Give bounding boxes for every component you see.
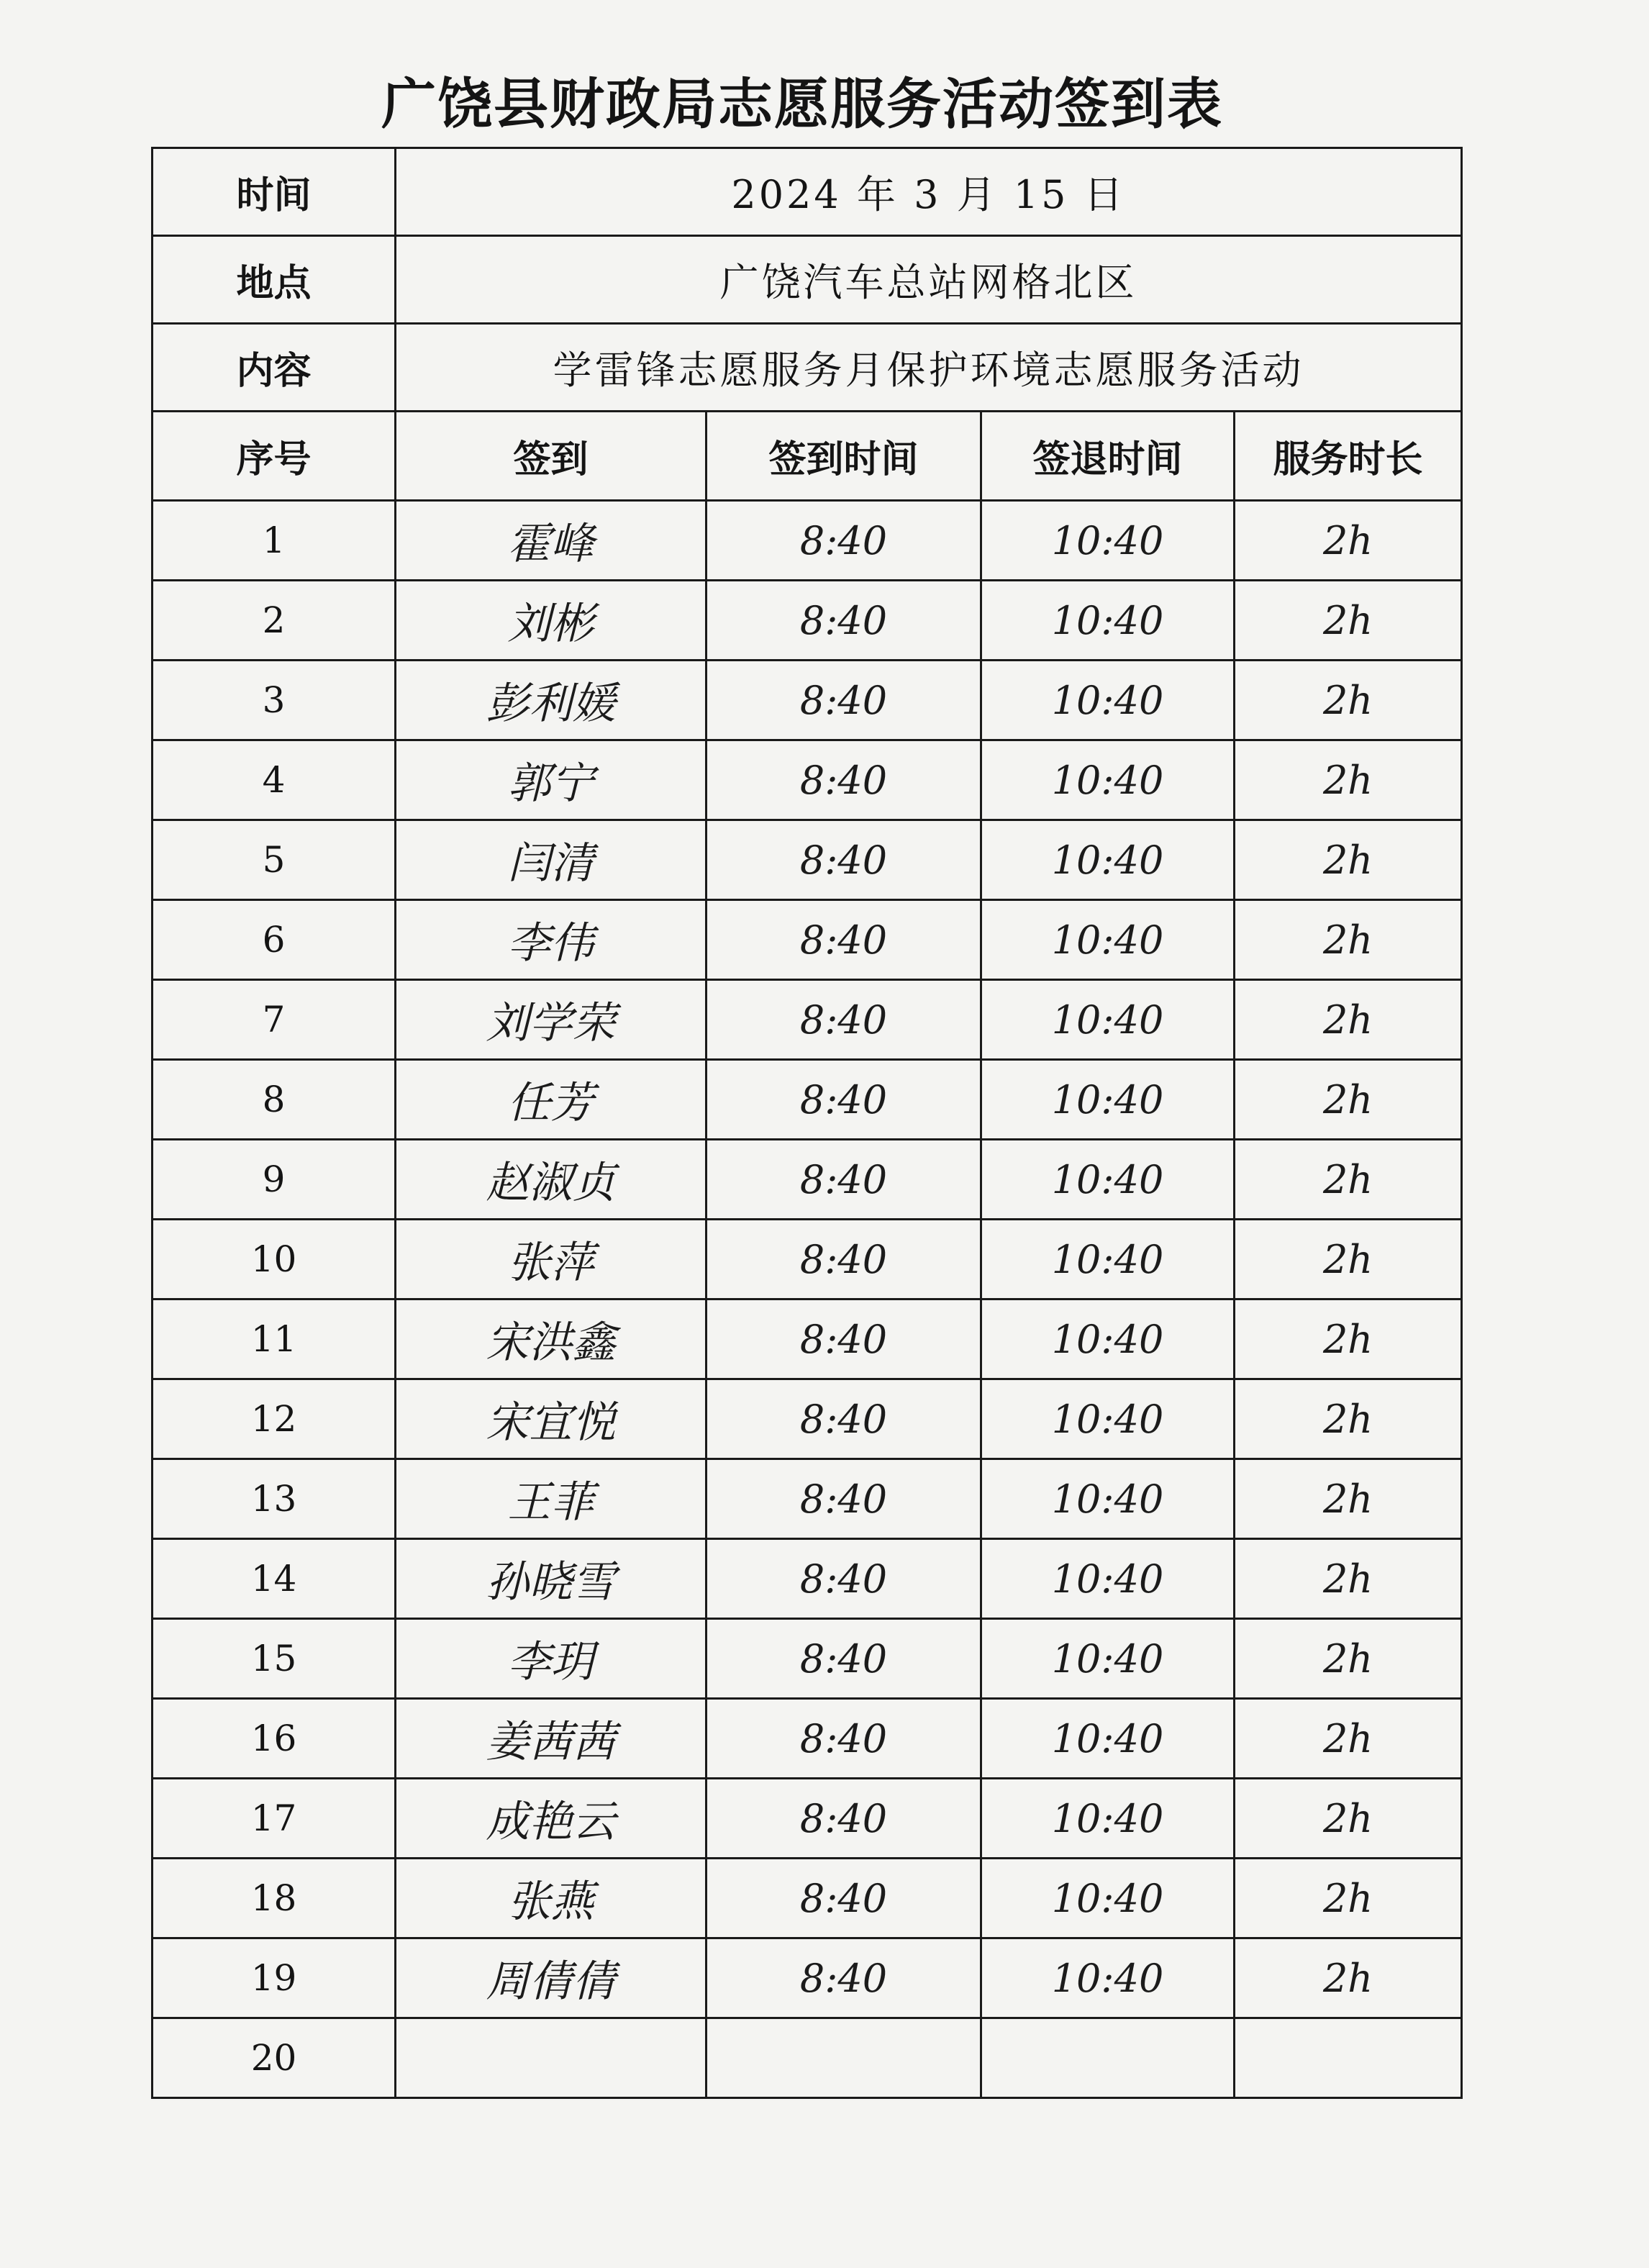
table-row bbox=[153, 1220, 1462, 1299]
checkin-time-cell: 8:40 bbox=[707, 1459, 981, 1539]
info-row-content bbox=[153, 324, 1462, 412]
table-row bbox=[153, 1379, 1462, 1459]
duration-cell: 2h bbox=[1235, 1859, 1462, 1938]
duration-cell: 2h bbox=[1235, 1699, 1462, 1779]
table-row bbox=[153, 1619, 1462, 1699]
duration-cell: 2h bbox=[1235, 740, 1462, 820]
checkout-time-cell: 10:40 bbox=[981, 980, 1235, 1060]
seq-cell: 16 bbox=[153, 1699, 396, 1779]
seq-cell: 15 bbox=[153, 1619, 396, 1699]
seq-cell: 14 bbox=[153, 1539, 396, 1619]
page-title: 广饶县财政局志愿服务活动签到表 bbox=[381, 72, 1223, 136]
table-row bbox=[153, 1779, 1462, 1859]
checkin-time-cell: 8:40 bbox=[707, 1220, 981, 1299]
checkin-time-cell: 8:40 bbox=[707, 740, 981, 820]
duration-cell: 2h bbox=[1235, 1060, 1462, 1140]
seq-cell: 12 bbox=[153, 1379, 396, 1459]
checkin-time-cell: 8:40 bbox=[707, 1140, 981, 1220]
signature-cell: 姜茜茜 bbox=[396, 1699, 707, 1779]
checkin-time-cell: 8:40 bbox=[707, 1619, 981, 1699]
duration-cell: 2h bbox=[1235, 900, 1462, 980]
duration-cell: 2h bbox=[1235, 1220, 1462, 1299]
checkout-time-cell: 10:40 bbox=[981, 900, 1235, 980]
location-label: 地点 bbox=[153, 236, 396, 324]
checkout-time-cell: 10:40 bbox=[981, 1060, 1235, 1140]
content-label: 内容 bbox=[153, 324, 396, 412]
checkout-time-cell: 10:40 bbox=[981, 1459, 1235, 1539]
signature-cell bbox=[396, 2018, 707, 2098]
checkout-time-cell: 10:40 bbox=[981, 1779, 1235, 1859]
table-row bbox=[153, 1140, 1462, 1220]
seq-cell: 19 bbox=[153, 1938, 396, 2018]
seq-cell: 8 bbox=[153, 1060, 396, 1140]
checkout-time-cell: 10:40 bbox=[981, 1859, 1235, 1938]
header-checkout: 签退时间 bbox=[981, 412, 1235, 501]
checkin-time-cell: 8:40 bbox=[707, 820, 981, 900]
duration-cell: 2h bbox=[1235, 501, 1462, 581]
table-row bbox=[153, 2018, 1462, 2098]
table-row bbox=[153, 1539, 1462, 1619]
signature-cell: 刘彬 bbox=[396, 581, 707, 661]
signature-cell: 张萍 bbox=[396, 1220, 707, 1299]
time-value: 2024 年 3 月 15 日 bbox=[396, 148, 1462, 236]
checkout-time-cell: 10:40 bbox=[981, 1220, 1235, 1299]
seq-cell: 20 bbox=[153, 2018, 396, 2098]
header-signature: 签到 bbox=[396, 412, 707, 501]
seq-cell: 3 bbox=[153, 661, 396, 740]
checkout-time-cell: 10:40 bbox=[981, 501, 1235, 581]
checkin-time-cell: 8:40 bbox=[707, 1539, 981, 1619]
signature-cell: 孙晓雪 bbox=[396, 1539, 707, 1619]
signature-cell: 张燕 bbox=[396, 1859, 707, 1938]
checkout-time-cell bbox=[981, 2018, 1235, 2098]
signature-cell: 赵淑贞 bbox=[396, 1140, 707, 1220]
seq-cell: 5 bbox=[153, 820, 396, 900]
seq-cell: 6 bbox=[153, 900, 396, 980]
info-row-time bbox=[153, 148, 1462, 236]
table-row bbox=[153, 661, 1462, 740]
duration-cell: 2h bbox=[1235, 1140, 1462, 1220]
seq-cell: 4 bbox=[153, 740, 396, 820]
checkin-time-cell: 8:40 bbox=[707, 1060, 981, 1140]
checkin-time-cell: 8:40 bbox=[707, 980, 981, 1060]
signature-cell: 宋洪鑫 bbox=[396, 1299, 707, 1379]
table-row bbox=[153, 1060, 1462, 1140]
header-checkin: 签到时间 bbox=[707, 412, 981, 501]
signature-cell: 成艳云 bbox=[396, 1779, 707, 1859]
checkin-time-cell: 8:40 bbox=[707, 1299, 981, 1379]
checkin-time-cell: 8:40 bbox=[707, 900, 981, 980]
signature-cell: 霍峰 bbox=[396, 501, 707, 581]
signature-cell: 王菲 bbox=[396, 1459, 707, 1539]
seq-cell: 13 bbox=[153, 1459, 396, 1539]
checkout-time-cell: 10:40 bbox=[981, 1299, 1235, 1379]
duration-cell: 2h bbox=[1235, 1379, 1462, 1459]
duration-cell: 2h bbox=[1235, 1459, 1462, 1539]
signature-cell: 李伟 bbox=[396, 900, 707, 980]
column-header-row bbox=[153, 412, 1462, 501]
duration-cell: 2h bbox=[1235, 1779, 1462, 1859]
checkin-time-cell: 8:40 bbox=[707, 1938, 981, 2018]
checkin-time-cell bbox=[707, 2018, 981, 2098]
checkout-time-cell: 10:40 bbox=[981, 820, 1235, 900]
seq-cell: 1 bbox=[153, 501, 396, 581]
info-row-location bbox=[153, 236, 1462, 324]
duration-cell: 2h bbox=[1235, 820, 1462, 900]
table-row bbox=[153, 900, 1462, 980]
signature-cell: 闫清 bbox=[396, 820, 707, 900]
checkout-time-cell: 10:40 bbox=[981, 581, 1235, 661]
checkin-time-cell: 8:40 bbox=[707, 581, 981, 661]
signature-cell: 郭宁 bbox=[396, 740, 707, 820]
checkout-time-cell: 10:40 bbox=[981, 1699, 1235, 1779]
table-row bbox=[153, 501, 1462, 581]
seq-cell: 17 bbox=[153, 1779, 396, 1859]
signature-cell: 彭利媛 bbox=[396, 661, 707, 740]
signature-cell: 宋宜悦 bbox=[396, 1379, 707, 1459]
table-row bbox=[153, 581, 1462, 661]
table-row bbox=[153, 1699, 1462, 1779]
table-row bbox=[153, 1938, 1462, 2018]
duration-cell: 2h bbox=[1235, 1619, 1462, 1699]
seq-cell: 2 bbox=[153, 581, 396, 661]
table-row bbox=[153, 980, 1462, 1060]
signature-cell: 任芳 bbox=[396, 1060, 707, 1140]
duration-cell bbox=[1235, 2018, 1462, 2098]
table-row bbox=[153, 820, 1462, 900]
seq-cell: 7 bbox=[153, 980, 396, 1060]
checkout-time-cell: 10:40 bbox=[981, 1379, 1235, 1459]
table-row bbox=[153, 1459, 1462, 1539]
duration-cell: 2h bbox=[1235, 581, 1462, 661]
checkout-time-cell: 10:40 bbox=[981, 740, 1235, 820]
signature-cell: 刘学荣 bbox=[396, 980, 707, 1060]
checkin-time-cell: 8:40 bbox=[707, 1859, 981, 1938]
time-label: 时间 bbox=[153, 148, 396, 236]
checkout-time-cell: 10:40 bbox=[981, 661, 1235, 740]
content-value: 学雷锋志愿服务月保护环境志愿服务活动 bbox=[396, 324, 1462, 412]
duration-cell: 2h bbox=[1235, 1299, 1462, 1379]
checkout-time-cell: 10:40 bbox=[981, 1619, 1235, 1699]
checkin-time-cell: 8:40 bbox=[707, 1779, 981, 1859]
seq-cell: 11 bbox=[153, 1299, 396, 1379]
seq-cell: 18 bbox=[153, 1859, 396, 1938]
table-body bbox=[153, 148, 1462, 2098]
seq-cell: 9 bbox=[153, 1140, 396, 1220]
table-row bbox=[153, 1299, 1462, 1379]
checkout-time-cell: 10:40 bbox=[981, 1140, 1235, 1220]
checkin-time-cell: 8:40 bbox=[707, 661, 981, 740]
signature-cell: 李玥 bbox=[396, 1619, 707, 1699]
table-row bbox=[153, 1859, 1462, 1938]
header-seq: 序号 bbox=[153, 412, 396, 501]
table-row bbox=[153, 740, 1462, 820]
duration-cell: 2h bbox=[1235, 1938, 1462, 2018]
signature-cell: 周倩倩 bbox=[396, 1938, 707, 2018]
location-value: 广饶汽车总站网格北区 bbox=[396, 236, 1462, 324]
checkout-time-cell: 10:40 bbox=[981, 1938, 1235, 2018]
duration-cell: 2h bbox=[1235, 1539, 1462, 1619]
seq-cell: 10 bbox=[153, 1220, 396, 1299]
sign-in-table bbox=[151, 147, 1463, 2099]
header-duration: 服务时长 bbox=[1235, 412, 1462, 501]
checkin-time-cell: 8:40 bbox=[707, 1379, 981, 1459]
checkin-time-cell: 8:40 bbox=[707, 501, 981, 581]
checkin-time-cell: 8:40 bbox=[707, 1699, 981, 1779]
duration-cell: 2h bbox=[1235, 661, 1462, 740]
duration-cell: 2h bbox=[1235, 980, 1462, 1060]
checkout-time-cell: 10:40 bbox=[981, 1539, 1235, 1619]
